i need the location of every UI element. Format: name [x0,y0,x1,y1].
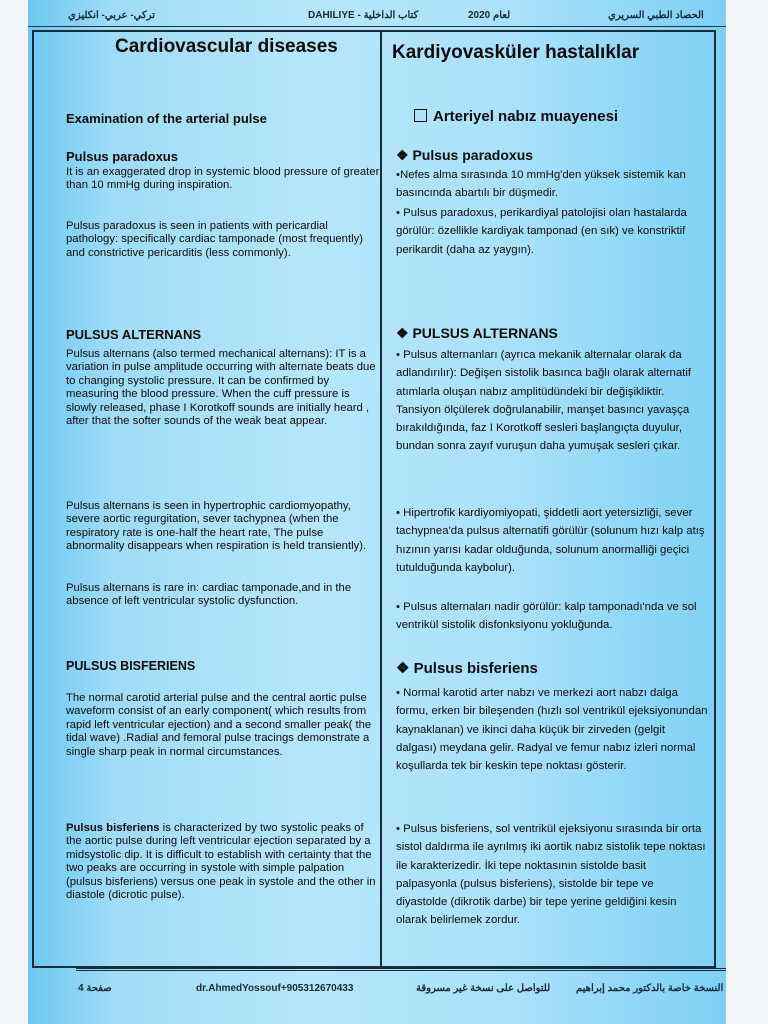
page-number: صفحة 4 [78,983,112,994]
turkish-alternans-seen-in: • Hipertrofik kardiyomiyopati, şiddetli aort yetersizliği, sever tachypnea'da pulsus alternatifi görülür (solunum hızı kalp atış hızının yarısı kadar olduğunda, solunum anormalliği geçici tutulduğunda kaybolur). [396,507,705,574]
header-languages: تركي- عربي- انكليزي [68,10,155,21]
english-paradoxus-patients: Pulsus paradoxus is seen in patients with pericardial pathology: specifically cardiac tamponade (most frequently) and constrictive pericarditis (less commonly). [66,220,364,259]
english-section-arterial-pulse: Examination of the arterial pulse [66,111,267,126]
column-divider [380,30,382,966]
turkish-sub-pulsus-paradoxus: ❖ Pulsus paradoxus [396,147,534,163]
turkish-paradoxus-definition: •Nefes alma sırasında 10 mmHg'den yüksek sistemik kan basıncında abartılı bir düşmedir. [396,169,686,200]
footer-note: للتواصل على نسخة غير مسروقة [416,983,551,994]
header-brand: الحصاد الطبي السريري [608,10,704,21]
english-alternans-seen-in: Pulsus alternans is seen in hypertrophic cardiomyopathy, severe aortic regurgitation, sever tachypnea (when the respiratory rate is one-half the heart rate, The pulse abnormality disappears when respiration is held transiently). [66,500,367,553]
turkish-alternans-definition: • Pulsus alternanları (ayrıca mekanik alternalar olarak da adlandırılır): Değişen sistolik basınca bağlı olarak alternatif atımlarla oluşan nabız amplitüdündeki bir değişikliktir. Tansiyon ölçülerek doğrulanabilir, manşet basıncı yavaşça bırakıldığında, faz I Korotkoff sesleri başlangıçta duyulur, bundan sonra zayıf vuruşun daha yumuşak sesleri çıkar. [396,349,692,453]
turkish-title: Kardiyovasküler hastalıklar [392,42,640,63]
footer-contact: dr.AhmedYossouf+905312670433 [196,983,354,994]
english-alternans-definition: Pulsus alternans (also termed mechanical alternans): IT is a variation in pulse amplitude occurring with alternate beats due to changing systolic pressure. It can be confirmed by measuring the blood pressure. When the cuff pressure is slowly released, phase I Korotkoff sounds are initially heard , after that the softer sounds of the weak beat appear. [66,348,376,428]
turkish-bisferiens-normal-pulse: • Normal karotid arter nabzı ve merkezi aort nabzı dalga formu, erken bir bileşenden (hızlı sol ventrikül ejeksiyonundan kaynaklanan) ve ikinci daha küçük bir zirveden (gelgit dalgası) meydana gelir. Radyal ve femur nabız izleri normal koşullarda tek bir keskin tepe noktası gösterir. [396,687,708,773]
english-title: Cardiovascular diseases [115,36,338,57]
english-bisferiens-description: Pulsus bisferiens is characterized by two systolic peaks of the aortic pulse during left ventricular ejection separated by a midsystolic dip. It is difficult to establish with certainty that the two peaks are occurring in systole with simple palpation (pulsus bisferiens) versus one peak in systole and the other in diastole (dicrotic pulse). [66,822,376,902]
turkish-section-pulsus-bisferiens: ❖ Pulsus bisferiens [396,660,538,677]
english-bisferiens-normal-pulse: The normal carotid arterial pulse and the central aortic pulse waveform consist of an early component( which results from rapid left ventricular ejection) and a second smaller peak( the tidal wave) .Radial and femoral pulse tracings demonstrate a single sharp peak in normal circumstances. [66,692,372,758]
turkish-alternans-rare: • Pulsus alternaları nadir görülür: kalp tamponadı'nda ve sol ventrikül sistolik disfonksiyonu yokluğunda. [396,601,697,632]
english-section-pulsus-bisferiens: PULSUS BISFERIENS [66,659,196,673]
turkish-bisferiens-description: • Pulsus bisferiens, sol ventrikül ejeksiyonu sırasında bir orta sistol daldırma ile ayrılmış iki aortik nabız sistolik tepe noktası ile karakterizedir. İki tepe noktasının sistolde basit palpasyonla (pulsus bisferiens), sistolde bir tepe ve diyastolde (dikrotik darbe) bir tepe yerine geldiğini kesin olarak belirlemek zordur. [396,823,706,927]
footer-owner: النسخة خاصة بالدكتور محمد إبراهيم [576,983,724,994]
turkish-section-arterial-pulse: Arteriyel nabız muayenesi [414,108,726,126]
english-alternans-rare: Pulsus alternans is rare in: cardiac tamponade,and in the absence of left ventricular systolic dysfunction. [66,582,352,608]
page-footer [76,968,726,997]
page-header [28,4,726,27]
turkish-paradoxus-patients: • Pulsus paradoxus, perikardiyal patolojisi olan hastalarda görülür: özellikle kardiyak tamponad (en sık) ve konstriktif perikardit (daha az yaygın). [396,207,687,256]
header-year: لعام 2020 [468,10,511,21]
header-book-title: DAHILIYE - كتاب الداخلية [308,10,419,21]
english-sub-pulsus-paradoxus: Pulsus paradoxus [66,149,178,164]
english-paradoxus-definition: It is an exaggerated drop in systemic blood pressure of greater than 10 mmHg during inspiration. [66,166,380,192]
english-section-pulsus-alternans: PULSUS ALTERNANS [66,327,202,342]
checkbox-icon [414,109,427,122]
turkish-section-pulsus-alternans: ❖ PULSUS ALTERNANS [396,325,558,341]
